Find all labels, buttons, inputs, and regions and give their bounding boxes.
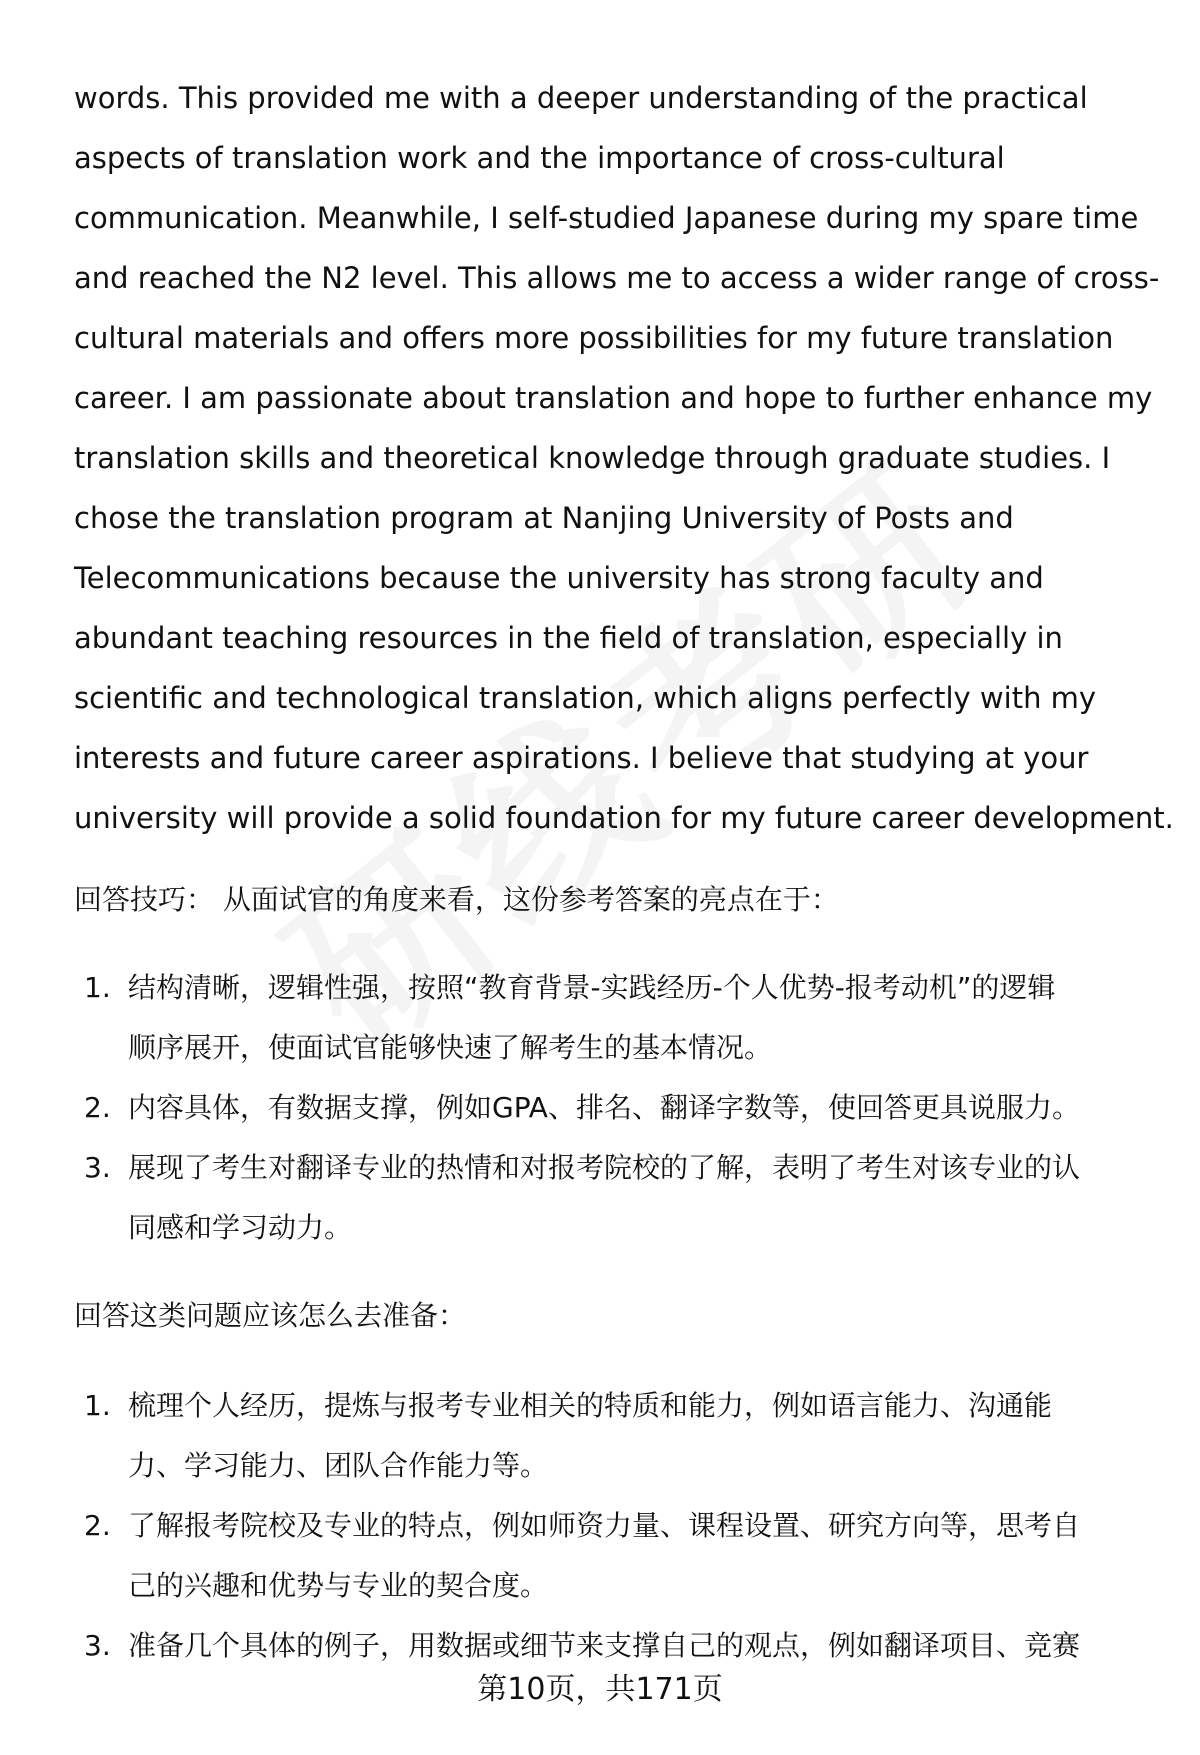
list-item: [74, 1496, 1164, 1616]
list-text-line: 展现了考生对翻译专业的热情和对报考院校的了解，表明了考生对该专业的认: [128, 1151, 1081, 1184]
list-text-line: 内容具体，有数据支撑，例如GPA、排名、翻译字数等，使回答更具说服力。: [128, 1091, 1080, 1124]
paragraph-line: abundant teaching resources in the field of translation, especially in: [74, 621, 1063, 655]
list-item: [74, 1138, 1164, 1258]
prep-list: [74, 1376, 1164, 1676]
list-item: [74, 1376, 1164, 1496]
paragraph-line: and reached the N2 level. This allows me to access a wider range of cross-: [74, 261, 1160, 295]
tips-heading: 回答技巧： 从面试官的角度来看，这份参考答案的亮点在于：: [74, 883, 839, 916]
paragraph-line: translation skills and theoretical knowledge through graduate studies. I: [74, 441, 1111, 475]
paragraph-line: chose the translation program at Nanjing University of Posts and: [74, 501, 1014, 535]
list-item: [74, 1616, 1164, 1676]
list-text-line: 梳理个人经历，提炼与报考专业相关的特质和能力，例如语言能力、沟通能: [128, 1389, 1053, 1422]
list-number: 2.: [84, 1509, 111, 1542]
list-text-line: 顺序展开，使面试官能够快速了解考生的基本情况。: [128, 1031, 773, 1064]
list-text-line: 结构清晰，逻辑性强，按照“教育背景-实践经历-个人优势-报考动机”的逻辑: [128, 971, 1056, 1004]
paragraph-line: scientific and technological translation, which aligns perfectly with my: [74, 681, 1097, 715]
list-text-line: 己的兴趣和优势与专业的契合度。: [128, 1569, 549, 1602]
paragraph-line: career. I am passionate about translation and hope to further enhance my: [74, 381, 1153, 415]
paragraph-line: Telecommunications because the university has strong faculty and: [74, 561, 1044, 595]
tips-list: [74, 958, 1164, 1258]
list-number: 1.: [84, 1389, 111, 1422]
answer-paragraph: [74, 68, 1174, 848]
list-text-line: 准备几个具体的例子，用数据或细节来支撑自己的观点，例如翻译项目、竞赛: [128, 1629, 1081, 1662]
list-text-line: 力、学习能力、团队合作能力等。: [128, 1449, 549, 1482]
paragraph-line: words. This provided me with a deeper understanding of the practical: [74, 81, 1088, 115]
list-item: [74, 958, 1164, 1078]
prep-heading: 回答这类问题应该怎么去准备：: [74, 1299, 467, 1332]
list-number: 3.: [84, 1151, 111, 1184]
paragraph-line: cultural materials and offers more possibilities for my future translation: [74, 321, 1114, 355]
page-footer: 第10页，共171页: [477, 1672, 723, 1707]
list-number: 1.: [84, 971, 111, 1004]
list-text-line: 了解报考院校及专业的特点，例如师资力量、课程设置、研究方向等，思考自: [128, 1509, 1081, 1542]
list-number: 3.: [84, 1629, 111, 1662]
list-number: 2.: [84, 1091, 111, 1124]
paragraph-line: interests and future career aspirations. I believe that studying at your: [74, 741, 1089, 775]
paragraph-line: aspects of translation work and the importance of cross-cultural: [74, 141, 1005, 175]
list-item: [74, 1078, 1164, 1138]
paragraph-line: communication. Meanwhile, I self-studied Japanese during my spare time: [74, 201, 1139, 235]
list-text-line: 同感和学习动力。: [128, 1211, 353, 1244]
paragraph-line: university will provide a solid foundation for my future career development.: [74, 801, 1174, 835]
